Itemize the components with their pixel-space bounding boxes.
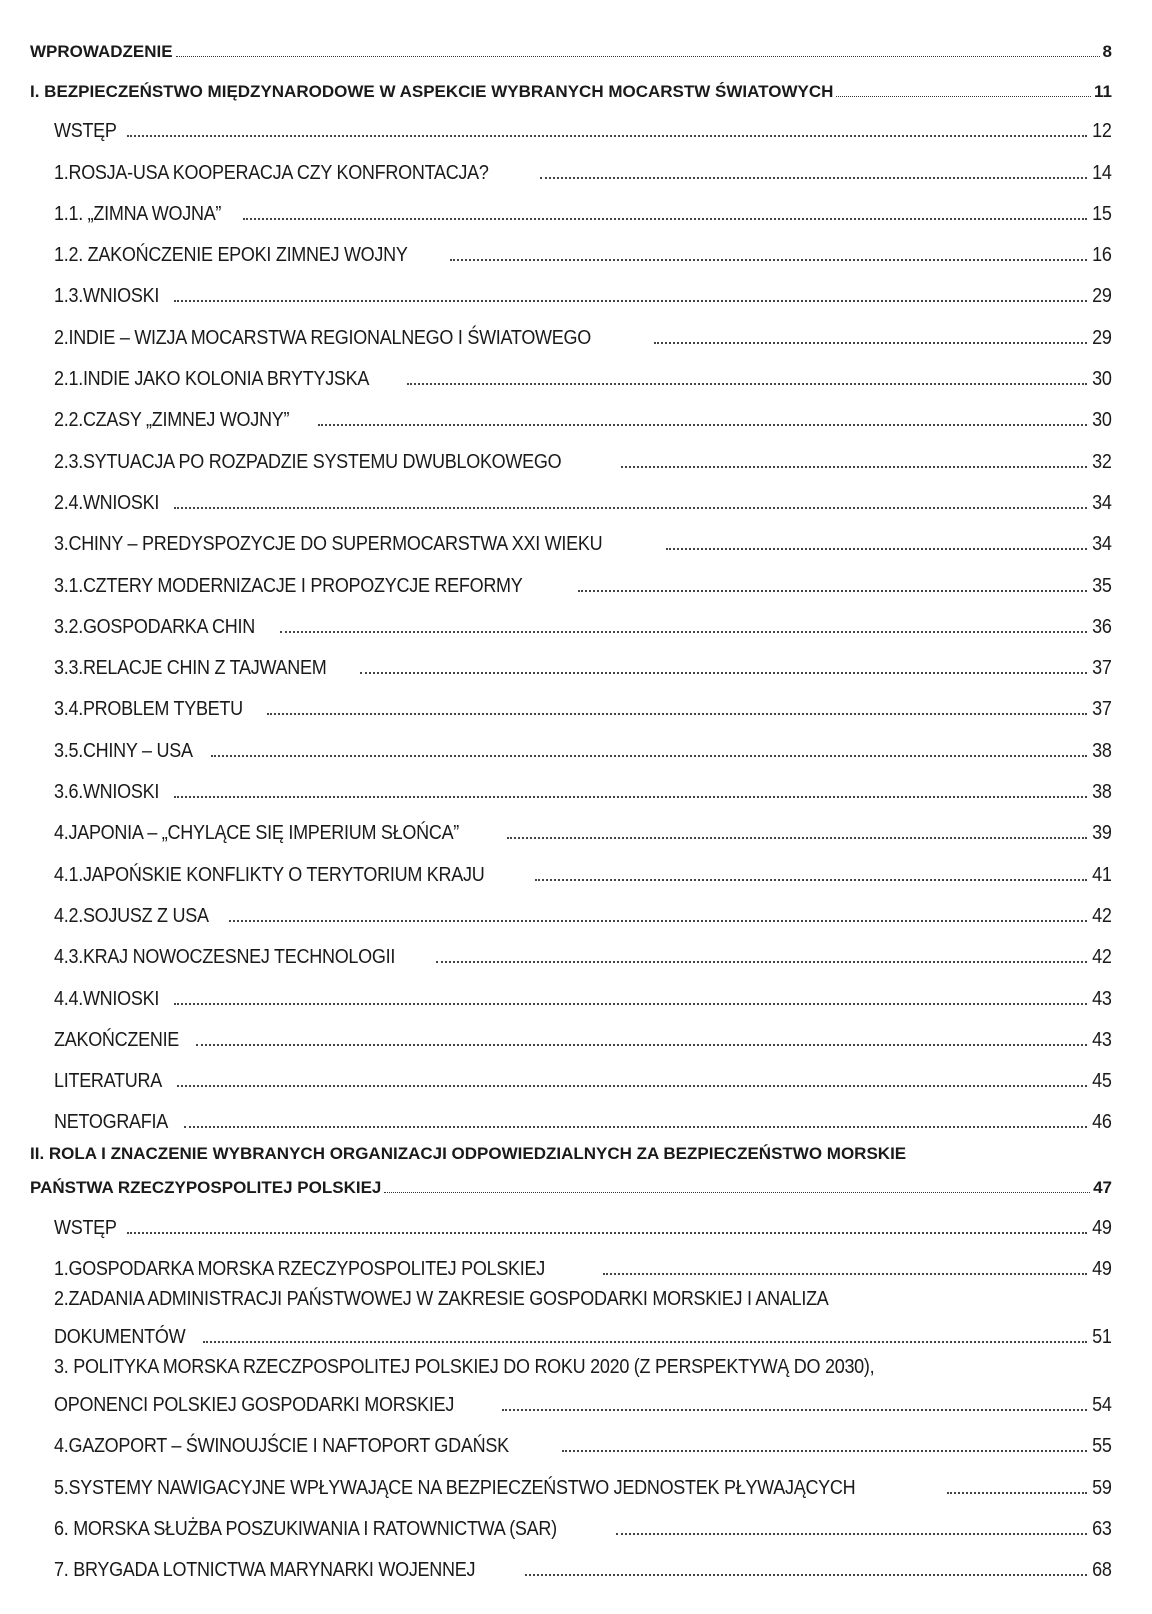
dot-leader — [384, 1192, 1090, 1193]
toc-page-number: 34 — [1092, 491, 1112, 514]
dot-leader — [203, 1341, 1087, 1343]
toc-page-number: 34 — [1092, 533, 1112, 556]
toc-entry-title: 1.ROSJA-USA KOOPERACJA CZY KONFRONTACJA? — [54, 161, 489, 184]
toc-entry[interactable] — [30, 1198, 1112, 1239]
toc-page-number: 59 — [1092, 1476, 1112, 1499]
toc-page-number: 29 — [1092, 285, 1112, 308]
toc-entry[interactable] — [30, 267, 1112, 308]
dot-leader — [407, 383, 1087, 385]
toc-entry-title: WSTĘP — [54, 1216, 117, 1239]
toc-page-number: 55 — [1092, 1435, 1112, 1458]
toc-page-number: 38 — [1092, 739, 1112, 762]
dot-leader — [267, 713, 1087, 715]
dot-leader — [184, 1126, 1088, 1128]
toc-entry[interactable] — [30, 1458, 1112, 1499]
toc-entry[interactable] — [30, 226, 1112, 267]
toc-page-number: 51 — [1092, 1326, 1112, 1349]
dot-leader — [616, 1533, 1088, 1535]
toc-entry[interactable] — [30, 1349, 1112, 1417]
toc-entry-title: 2.2.CZASY „ZIMNEJ WOJNY” — [54, 409, 290, 432]
toc-entry[interactable] — [30, 1240, 1112, 1281]
dot-leader — [436, 961, 1087, 963]
toc-page-number: 43 — [1092, 987, 1112, 1010]
toc-entry[interactable] — [30, 102, 1112, 143]
toc-entry[interactable] — [30, 1417, 1112, 1458]
toc-entry-title: 3.1.CZTERY MODERNIZACJE I PROPOZYCJE REFORMY — [54, 574, 523, 597]
toc-entry-title: LITERATURA — [54, 1070, 162, 1093]
dot-leader — [578, 590, 1088, 592]
toc-entry-title: 3.2.GOSPODARKA CHIN — [54, 615, 255, 638]
toc-entry-title: 3.4.PROBLEM TYBETU — [54, 698, 243, 721]
toc-entry-title: 3.5.CHINY – USA — [54, 739, 193, 762]
toc-entry-title: 6. MORSKA SŁUŻBA POSZUKIWANIA I RATOWNICTWA (SAR) — [54, 1517, 557, 1540]
toc-page-number: 49 — [1092, 1258, 1112, 1281]
toc-entry[interactable] — [30, 515, 1112, 556]
toc-page-number: 46 — [1092, 1111, 1112, 1134]
dot-leader — [360, 672, 1088, 674]
toc-entry[interactable] — [30, 969, 1112, 1010]
toc-entry-title-continued: DOKUMENTÓW — [54, 1326, 186, 1349]
dot-leader — [174, 507, 1088, 509]
dot-leader — [280, 631, 1087, 633]
toc-entry[interactable] — [30, 143, 1112, 184]
dot-leader — [243, 218, 1088, 220]
dot-leader — [502, 1409, 1088, 1411]
toc-entry-title: NETOGRAFIA — [54, 1111, 168, 1134]
dot-leader — [318, 424, 1087, 426]
toc-entry-title: 2.ZADANIA ADMINISTRACJI PAŃSTWOWEJ W ZAKRESIE GOSPODARKI MORSKIEJ I ANALIZA — [54, 1288, 829, 1311]
toc-entry-title: 2.4.WNIOSKI — [54, 491, 160, 514]
dot-leader — [450, 259, 1087, 261]
toc-entry-title: 7. BRYGADA LOTNICTWA MARYNARKI WOJENNEJ — [54, 1559, 476, 1582]
toc-page-number: 45 — [1092, 1070, 1112, 1093]
toc-entry-title: 4.4.WNIOSKI — [54, 987, 160, 1010]
toc-entry-title: WPROWADZENIE — [30, 42, 173, 61]
dot-leader — [127, 135, 1088, 137]
toc-entry-title: 3. POLITYKA MORSKA RZECZPOSPOLITEJ POLSKIEJ DO ROKU 2020 (Z PERSPEKTYWĄ DO 2030), — [54, 1356, 875, 1379]
dot-leader — [525, 1574, 1087, 1576]
toc-entry-title: 1.1. „ZIMNA WOJNA” — [54, 202, 222, 225]
toc-entry-title: ZAKOŃCZENIE — [54, 1028, 180, 1051]
toc-page-number: 11 — [1094, 82, 1112, 101]
toc-entry-title: 4.3.KRAJ NOWOCZESNEJ TECHNOLOGII — [54, 946, 396, 969]
toc-entry[interactable] — [30, 721, 1112, 762]
toc-page-number: 68 — [1092, 1559, 1112, 1582]
table-of-contents — [30, 22, 1112, 1582]
toc-entry[interactable] — [30, 1281, 1112, 1349]
toc-entry-title: 2.INDIE – WIZJA MOCARSTWA REGIONALNEGO I ŚWIATOWEGO — [54, 326, 591, 349]
toc-entry[interactable] — [30, 185, 1112, 226]
dot-leader — [174, 1003, 1088, 1005]
dot-leader — [176, 56, 1100, 57]
toc-entry-title: 2.3.SYTUACJA PO ROZPADZIE SYSTEMU DWUBLOKOWEGO — [54, 450, 562, 473]
toc-entry-title: 5.SYSTEMY NAWIGACYJNE WPŁYWAJĄCE NA BEZPIECZEŃSTWO JEDNOSTEK PŁYWAJĄCYCH — [54, 1476, 856, 1499]
toc-entry-title: 4.JAPONIA – „CHYLĄCE SIĘ IMPERIUM SŁOŃCA” — [54, 822, 460, 845]
toc-entry[interactable] — [30, 928, 1112, 969]
toc-entry[interactable] — [30, 887, 1112, 928]
dot-leader — [836, 96, 1091, 97]
toc-entry[interactable] — [30, 680, 1112, 721]
dot-leader — [174, 796, 1088, 798]
toc-entry[interactable] — [30, 1500, 1112, 1541]
toc-entry[interactable] — [30, 1052, 1112, 1093]
toc-entry[interactable] — [30, 1541, 1112, 1582]
toc-entry[interactable] — [30, 598, 1112, 639]
toc-page-number: 47 — [1093, 1178, 1112, 1198]
dot-leader — [603, 1273, 1088, 1275]
dot-leader — [507, 837, 1087, 839]
dot-leader — [621, 466, 1088, 468]
toc-page-number: 16 — [1092, 244, 1112, 267]
toc-entry-title: 4.2.SOJUSZ Z USA — [54, 904, 209, 927]
toc-entry-title: 4.GAZOPORT – ŚWINOUJŚCIE I NAFTOPORT GDAŃSK — [54, 1435, 509, 1458]
toc-entry[interactable] — [30, 350, 1112, 391]
toc-page-number: 42 — [1092, 904, 1112, 927]
toc-page-number: 36 — [1092, 615, 1112, 638]
toc-entry[interactable] — [30, 474, 1112, 515]
toc-page-number: 37 — [1092, 657, 1112, 680]
toc-chapter[interactable] — [30, 62, 1112, 102]
toc-page-number: 37 — [1092, 698, 1112, 721]
toc-chapter[interactable] — [30, 22, 1112, 62]
dot-leader — [562, 1450, 1087, 1452]
toc-entry[interactable] — [30, 763, 1112, 804]
toc-page-number: 63 — [1092, 1517, 1112, 1540]
toc-entry[interactable] — [30, 308, 1112, 349]
toc-entry-title-continued: OPONENCI POLSKIEJ GOSPODARKI MORSKIEJ — [54, 1394, 455, 1417]
toc-page-number: 29 — [1092, 326, 1112, 349]
toc-entry[interactable] — [30, 1134, 1112, 1198]
toc-entry-title: WSTĘP — [54, 120, 117, 143]
dot-leader — [947, 1492, 1087, 1494]
toc-entry[interactable] — [30, 556, 1112, 597]
toc-entry-title: 2.1.INDIE JAKO KOLONIA BRYTYJSKA — [54, 368, 370, 391]
toc-entry[interactable] — [30, 1011, 1112, 1052]
toc-page-number: 41 — [1092, 863, 1112, 886]
toc-entry-title: 1.2. ZAKOŃCZENIE EPOKI ZIMNEJ WOJNY — [54, 244, 408, 267]
toc-page-number: 14 — [1092, 161, 1112, 184]
toc-page-number: 39 — [1092, 822, 1112, 845]
toc-page-number: 49 — [1092, 1216, 1112, 1239]
toc-page-number: 35 — [1092, 574, 1112, 597]
dot-leader — [654, 342, 1088, 344]
toc-entry-title: 3.CHINY – PREDYSPOZYCJE DO SUPERMOCARSTWA XXI WIEKU — [54, 533, 603, 556]
toc-page-number: 32 — [1092, 450, 1112, 473]
dot-leader — [535, 879, 1087, 881]
toc-entry-title: 1.3.WNIOSKI — [54, 285, 160, 308]
toc-entry[interactable] — [30, 1093, 1112, 1134]
toc-page-number: 42 — [1092, 946, 1112, 969]
toc-entry-title: 1.GOSPODARKA MORSKA RZECZYPOSPOLITEJ POLSKIEJ — [54, 1258, 545, 1281]
dot-leader — [174, 300, 1088, 302]
toc-entry-title: II. ROLA I ZNACZENIE WYBRANYCH ORGANIZACJI ODPOWIEDZIALNYCH ZA BEZPIECZEŃSTWO MORSKIE — [30, 1144, 907, 1164]
dot-leader — [177, 1085, 1087, 1087]
toc-page-number: 15 — [1092, 202, 1112, 225]
toc-entry-title: 3.3.RELACJE CHIN Z TAJWANEM — [54, 657, 327, 680]
dot-leader — [229, 920, 1087, 922]
toc-page-number: 8 — [1102, 42, 1112, 61]
toc-page-number: 43 — [1092, 1028, 1112, 1051]
dot-leader — [127, 1232, 1088, 1234]
toc-entry-title: 4.1.JAPOŃSKIE KONFLIKTY O TERYTORIUM KRAJU — [54, 863, 485, 886]
toc-entry[interactable] — [30, 432, 1112, 473]
toc-page-number: 30 — [1092, 368, 1112, 391]
dot-leader — [540, 177, 1087, 179]
toc-entry[interactable] — [30, 845, 1112, 886]
dot-leader — [211, 755, 1087, 757]
dot-leader — [196, 1044, 1087, 1046]
toc-entry[interactable] — [30, 804, 1112, 845]
toc-entry-title: 3.6.WNIOSKI — [54, 781, 160, 804]
toc-page-number: 38 — [1092, 781, 1112, 804]
toc-page-number: 12 — [1092, 120, 1112, 143]
toc-entry-title: I. BEZPIECZEŃSTWO MIĘDZYNARODOWE W ASPEKCIE WYBRANYCH MOCARSTW ŚWIATOWYCH — [30, 82, 834, 101]
toc-entry[interactable] — [30, 639, 1112, 680]
toc-page-number: 30 — [1092, 409, 1112, 432]
toc-entry-title-continued: PAŃSTWA RZECZYPOSPOLITEJ POLSKIEJ — [30, 1178, 382, 1198]
toc-entry[interactable] — [30, 391, 1112, 432]
toc-page-number: 54 — [1092, 1394, 1112, 1417]
dot-leader — [666, 548, 1087, 550]
